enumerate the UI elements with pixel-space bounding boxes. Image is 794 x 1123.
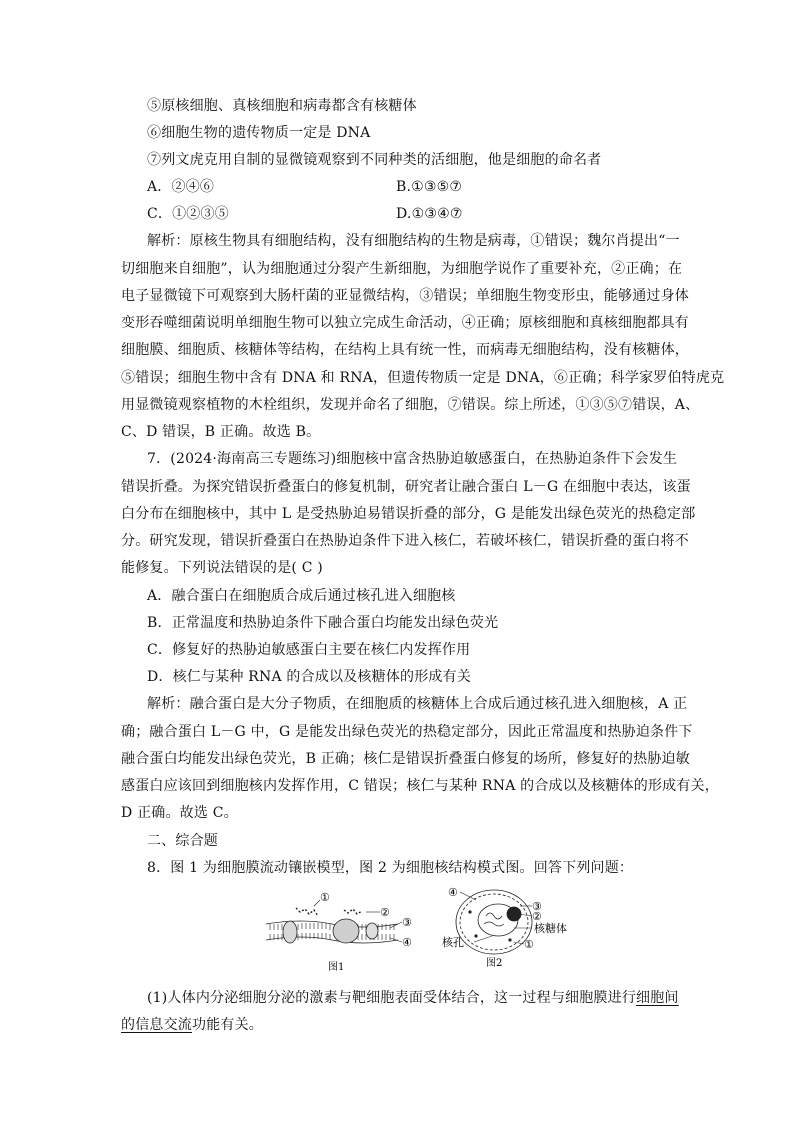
analysis-line: 切细胞来自细胞”，认为细胞通过分裂产生新细胞，为细胞学说作了重要补充，②正确；在 <box>121 261 683 277</box>
q8-part1 <box>147 988 679 1008</box>
analysis-line: 电子显微镜下可观察到大肠杆菌的亚显微结构，③错误；单细胞生物变形虫，能够通过身体 <box>121 288 689 304</box>
answer-blank: 细胞间 <box>636 990 679 1006</box>
analysis-line: 细胞膜、细胞质、核糖体等结构，在结构上具有统一性，而病毒无细胞结构，没有核糖体， <box>121 342 689 358</box>
q7-analysis-line: 感蛋白应该回到细胞核内发挥作用，C 错误；核仁与某种 RNA 的合成以及核糖体的形成有关， <box>121 778 719 794</box>
question-7-line: 分。研究发现，错误折叠蛋白在热胁迫条件下进入核仁，若破坏核仁，错误折叠的蛋白将不 <box>121 533 689 549</box>
fig1-caption: 图1 <box>328 962 345 973</box>
fig1-label-3: ③ <box>402 916 412 929</box>
q8-part1-line <box>121 1015 263 1035</box>
fig1-label-2: ② <box>380 906 390 919</box>
analysis-line: 解析：原核生物具有细胞结构，没有细胞结构的生物是病毒，①错误；魏尔肖提出“一 <box>147 233 680 249</box>
option-d: D.①③④⑦ <box>396 206 463 222</box>
question-7-line: 错误折叠。为探究错误折叠蛋白的修复机制，研究者让融合蛋白 L－G 在细胞中表达，该蛋 <box>121 479 691 495</box>
q7-analysis-line: D 正确。故选 C。 <box>121 805 238 821</box>
option-a: A．②④⑥ <box>147 179 215 195</box>
statement-7: ⑦列文虎克用自制的显微镜观察到不同种类的活细胞，他是细胞的命名者 <box>147 152 602 168</box>
analysis-line: 变形吞噬细菌说明单细胞生物可以独立完成生命活动，④正确；原核细胞和真核细胞都具有 <box>121 315 689 331</box>
fig1-label-1: ① <box>320 891 330 904</box>
q8-part1-tail: 功能有关。 <box>192 1017 263 1033</box>
q7-option-a: A．融合蛋白在细胞质合成后通过核孔进入细胞核 <box>147 588 456 604</box>
fig2-label-ribosome: 核糖体 <box>534 922 567 935</box>
fig2-label-pore: 核孔 <box>442 936 464 949</box>
figure-cell-membrane-and-nucleus <box>262 884 602 974</box>
q7-analysis-line: 确；融合蛋白 L－G 中，G 是能发出绿色荧光的热稳定部分，因此正常温度和热胁迫条件下 <box>121 724 693 740</box>
nucleus-diagram <box>456 890 532 954</box>
option-c: C．①②③⑤ <box>147 206 229 222</box>
statement-6: ⑥细胞生物的遗传物质一定是 DNA <box>147 125 371 141</box>
fig2-label-1: ① <box>524 938 534 951</box>
q7-option-b: B．正常温度和热胁迫条件下融合蛋白均能发出绿色荧光 <box>147 615 499 631</box>
answer-blank: 的信息交流 <box>121 1017 192 1033</box>
analysis-line: ⑤错误；细胞生物中含有 DNA 和 RNA，但遗传物质一定是 DNA，⑥正确；科学家罗伯特虎克 <box>121 370 725 386</box>
q7-analysis-line: 融合蛋白均能发出绿色荧光，B 正确；核仁是错误折叠蛋白修复的场所，修复好的热胁迫敏 <box>121 751 690 767</box>
fig2-label-2: ② <box>532 910 542 923</box>
q7-option-d: D．核仁与某种 RNA 的合成以及核糖体的形成有关 <box>147 669 472 685</box>
statement-5: ⑤原核细胞、真核细胞和病毒都含有核糖体 <box>147 98 417 114</box>
fig1-label-4: ④ <box>402 936 412 949</box>
fig2-label-3: ③ <box>532 900 542 913</box>
q7-analysis: 解析：融合蛋白是大分子物质，在细胞质的核糖体上合成后通过核孔进入细胞核，A 正 <box>147 696 688 712</box>
question-7-line: 能修复。下列说法错误的是( C ) <box>121 560 323 576</box>
question-7-line: 白分布在细胞核中，其中 L 是受热胁迫易错误折叠的部分，G 是能发出绿色荧光的热稳定部 <box>121 506 696 522</box>
fig2-label-4: ④ <box>448 886 458 899</box>
q7-option-c: C．修复好的热胁迫敏感蛋白主要在核仁内发挥作用 <box>147 642 471 658</box>
question-7: 7．(2024·海南高三专题练习)细胞核中富含热胁迫敏感蛋白，在热胁迫条件下会发生 <box>147 451 678 467</box>
question-8: 8．图 1 为细胞膜流动镶嵌模型，图 2 为细胞核结构模式图。回答下列问题： <box>147 860 634 876</box>
fig2-caption: 图2 <box>486 958 503 969</box>
q8-part1-text: (1)人体内分泌细胞分泌的激素与靶细胞表面受体结合，这一过程与细胞膜进行 <box>147 990 637 1006</box>
analysis-line: C、D 错误，B 正确。故选 B。 <box>121 424 321 440</box>
option-b: B.①③⑤⑦ <box>396 179 463 195</box>
analysis-line: 用显微镜观察植物的木栓组织，发现并命名了细胞，⑦错误。综上所述，①③⑤⑦错误，A、 <box>121 397 700 413</box>
section-heading: 二、综合题 <box>147 833 218 849</box>
diagram-svg <box>262 884 602 974</box>
